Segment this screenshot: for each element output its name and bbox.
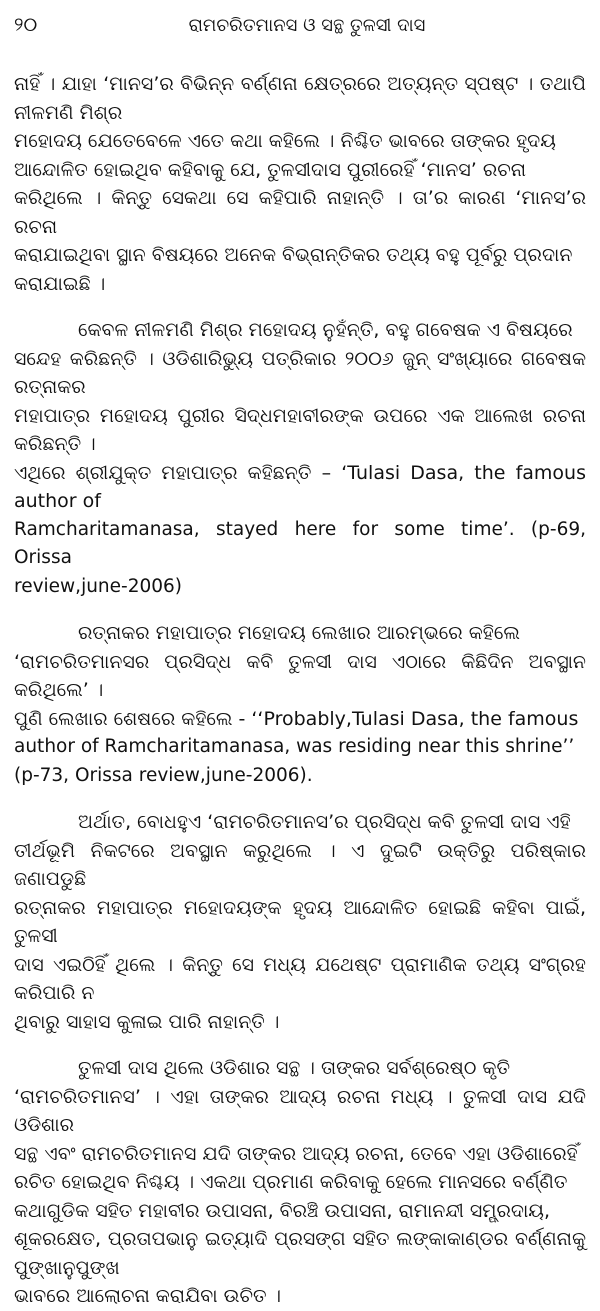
text-line: review,june-2006) (14, 575, 183, 597)
text-line: ମହୋଦୟ ଯେତେବେଳେ ଏତେ କଥା କହିଲେ । ନିଶ୍ଚିତ ଭାବରେ ତାଙ୍କର ହୃଦୟ (14, 130, 556, 152)
page-header (14, 14, 586, 52)
text-line: ପୁଣି ଲେଖାର ଶେଷରେ କହିଲେ - ‘‘Probably,Tulasi Dasa, the famous (14, 707, 579, 730)
text-line: ଆନ୍ଦୋଳିତ ହୋଇଥିବ କହିବାକୁ ଯେ, ତୁଳସୀଦାସ ପୁରୀରେହିଁ ‘ମାନସ’ ରଚନା (14, 158, 527, 181)
text-line: କରାଯାଇଥିବା ସ୍ଥାନ ବିଷୟରେ ଅନେକ ବିଭ୍ରାନ୍ତିକର ତଥ୍ୟ ବହୁ ପୂର୍ବରୁ ପ୍ରଦାନ (14, 244, 573, 266)
text-line: ରଚିତ ହୋଇଥିବ ନିଶ୍ଚୟ । ଏକଥା ପ୍ରମାଣ କରିବାକୁ ହେଲେ ମାନସରେ ବର୍ଣ୍ଣିତ (14, 1171, 568, 1193)
text-line: ‘ରାମଚରିତମାନସ’ । ଏହା ତାଙ୍କର ଆଦ୍ୟ ରଚନା ମଧ୍ୟ । ତୁଳସୀ ଦାସ ଯଦି ଓଡିଶାର (14, 1085, 586, 1136)
text-line: ଥିବାରୁ ସାହାସ କୁଳାଇ ପାରି ନାହାନ୍ତି । (14, 1010, 280, 1033)
text-line: Ramcharitamanasa, stayed here for some time’. (p-69, Orissa (14, 518, 586, 568)
text-line: ଏଥିରେ ଶ୍ରୀଯୁକ୍ତ ମହାପାତ୍ର କହିଛନ୍ତି – ‘Tulasi Dasa, the famous author of (14, 461, 586, 512)
text-line: ତୀର୍ଥଭୂମି ନିକଟରେ ଅବସ୍ଥାନ କରୁଥିଲେ । ଏ ଦୁଇଟି ଉକ୍ତିରୁ ପରିଷ୍କାର ଜଣାପଡୁଛି (14, 839, 586, 890)
paragraph-2 (14, 316, 586, 601)
text-line: author of Ramcharitamanasa, was residing near this shrine’’ (14, 736, 575, 757)
text-line: ଅର୍ଥାତ, ବୋଧହୁଏ ‘ରାମଚରିତମାନସ’ର ପ୍ରସିଦ୍ଧ କବି ତୁଳସୀ ଦାସ ଏହି (78, 811, 571, 833)
text-line: ରତ୍ନାକର ମହାପାତ୍ର ମହୋଦୟ ଲେଖାର ଆରମ୍ଭରେ କହିଲେ (78, 622, 520, 644)
text-line: ରତ୍ନାକର ମହାପାତ୍ର ମହୋଦୟଙ୍କ ହୃଦୟ ଆନ୍ଦୋଳିତ ହୋଇଛି କହିବା ପାଇଁ, ତୁଳସୀ (14, 896, 586, 947)
paragraph-4 (14, 808, 586, 1036)
text-line: ମହାପାତ୍ର ମହୋଦୟ ପୁରୀର ସିଦ୍ଧମହାବୀରଙ୍କ ଉପରେ ଏକ ଆଲେଖ ରଚନା କରିଛନ୍ତି । (14, 404, 586, 455)
text-line: ‘ରାମଚରିତମାନସର ପ୍ରସିଦ୍ଧ କବି ତୁଳସୀ ଦାସ ଏଠାରେ କିଛିଦିନ ଅବସ୍ଥାନ କରିଥିଲେ’ । (14, 650, 586, 701)
text-line: କେବଳ ନୀଳମଣି ମିଶ୍ର ମହୋଦୟ ନୁହଁନ୍ତି, ବହୁ ଗବେଷକ ଏ ବିଷୟରେ (78, 319, 573, 341)
paragraph-3 (14, 619, 586, 790)
text-line: କରାଯାଇଛି । (14, 272, 106, 295)
page-number: ୨୦ (14, 14, 38, 36)
text-line: ସନ୍ଥ ଏବଂ ରାମଚରିତମାନସ ଯଦି ତାଙ୍କର ଆଦ୍ୟ ରଚନା, ତେବେ ଏହା ଓଡିଶାରେହିଁ (14, 1142, 578, 1165)
text-line: (p-73, Orissa review,june-2006). (14, 764, 313, 786)
text-line: ତୁଳସୀ ଦାସ ଥିଲେ ଓଡିଶାର ସନ୍ଥ । ତାଙ୍କର ସର୍ବଶ୍ରେଷ୍ଠ କୃତି (78, 1057, 511, 1079)
text-line: କଥାଗୁଡିକ ସହିତ ମହାବୀର ଉପାସନା, ବିରଞ୍ଚି ଉପାସନା, ରାମାନନ୍ଦୀ ସମ୍ପ୍ରଦାୟ, (14, 1199, 551, 1222)
running-head: ରାମଚରିତମାନସ ଓ ସନ୍ଥ ତୁଳସୀ ଦାସ (188, 15, 426, 36)
paragraph-5 (14, 1054, 586, 1311)
text-line: ନାହିଁ । ଯାହା ‘ମାନସ’ର ବିଭିନ୍ନ ବର୍ଣ୍ଣନା କ୍ଷେତ୍ରରେ ଅତ୍ୟନ୍ତ ସ୍ପଷ୍ଟ । ତଥାପି ନୀଳମଣି ମିଶ୍ର (14, 73, 586, 124)
text-line: କରିଥିଲେ । କିନ୍ତୁ ସେକଥା ସେ କହିପାରି ନାହାନ୍ତି । ତା’ର କାରଣ ‘ମାନସ’ର ରଚନା (14, 187, 586, 238)
text-line: ଭାବରେ ଆଲୋଚନା କରାଯିବା ଉଚିତ । (14, 1285, 282, 1307)
text-line: ଶୂକରକ୍ଷେତ, ପ୍ରତାପଭାନୁ ଇତ୍ୟାଦି ପ୍ରସଙ୍ଗ ସହିତ ଲଙ୍କାକାଣ୍ଡର ବର୍ଣ୍ଣନାକୁ ପୁଙ୍ଖାନୁପୁଙ୍ଖ (14, 1228, 586, 1279)
text-line: ଦାସ ଏଇଠିହିଁ ଥିଲେ । କିନ୍ତୁ ସେ ମଧ୍ୟ ଯଥେଷ୍ଟ ପ୍ରାମାଣିକ ତଥ୍ୟ ସଂଗ୍ରହ କରିପାରି ନ (14, 953, 586, 1004)
text-line: ସନ୍ଦେହ କରିଛନ୍ତି । ଓଡିଶାରିଭ୍ୟୁ ପତ୍ରିକାର ୨୦୦୬ ଜୁନ୍ ସଂଖ୍ୟାରେ ଗବେଷକ ରତ୍ନାକର (14, 347, 586, 398)
paragraph-1 (14, 70, 586, 298)
